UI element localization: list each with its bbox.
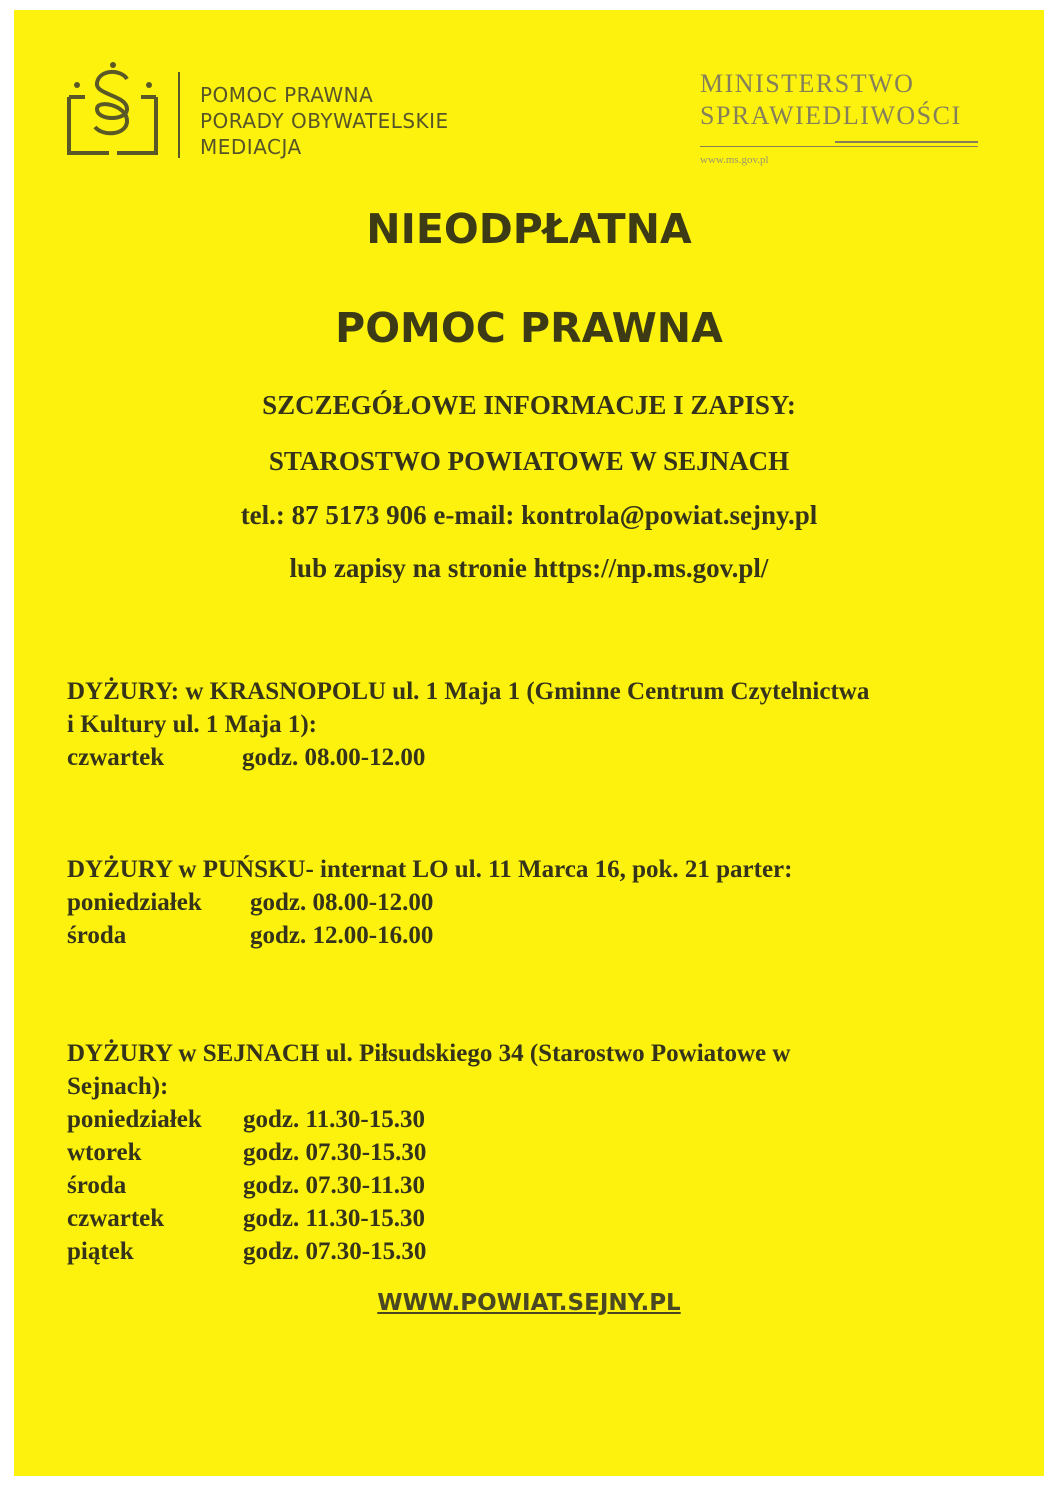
ministry-rule xyxy=(835,141,978,143)
info-office: STAROSTWO POWIATOWE W SEJNACH xyxy=(268,446,790,476)
schedule-heading-cont: i Kultury ul. 1 Maja 1): xyxy=(67,711,317,738)
program-line-3: MEDIACJA xyxy=(200,135,302,159)
program-line-1: POMOC PRAWNA xyxy=(200,83,374,107)
schedule-row xyxy=(67,1202,967,1235)
schedule-day: środa xyxy=(67,1172,127,1199)
schedule-day: poniedziałek xyxy=(67,1106,202,1133)
schedule-day: czwartek xyxy=(67,1205,165,1232)
schedule-hours: godz. 08.00-12.00 xyxy=(242,744,426,771)
schedule-hours: godz. 11.30-15.30 xyxy=(243,1205,425,1232)
program-name xyxy=(200,82,449,160)
title-line-1: NIEODPŁATNA xyxy=(366,205,692,253)
schedule-hours: godz. 07.30-11.30 xyxy=(243,1172,425,1199)
program-line-2: PORADY OBYWATELSKIE xyxy=(200,109,449,133)
schedule-sejny xyxy=(67,1037,967,1268)
schedule-heading-cont: Sejnach): xyxy=(67,1073,169,1100)
schedule-day: poniedziałek xyxy=(67,889,202,916)
schedule-row xyxy=(67,1169,967,1202)
schedule-row xyxy=(67,919,967,952)
schedule-punsk xyxy=(67,853,967,952)
schedule-hours: godz. 12.00-16.00 xyxy=(250,922,434,949)
schedule-day: wtorek xyxy=(67,1139,142,1166)
schedule-krasnopol xyxy=(67,675,967,774)
ministry-line-1: MINISTERSTWO xyxy=(700,69,915,98)
ministry-url: www.ms.gov.pl xyxy=(700,154,769,166)
schedule-day: środa xyxy=(67,922,127,949)
info-contact: tel.: 87 5173 906 e-mail: kontrola@powiat.sejny.pl xyxy=(240,500,818,530)
schedule-row xyxy=(67,1103,967,1136)
schedule-heading: DYŻURY w PUŃSKU- internat LO ul. 11 Marca 16, pok. 21 parter: xyxy=(67,856,793,883)
logo-divider xyxy=(178,72,180,158)
ministry-line-2: SPRAWIEDLIWOŚCI xyxy=(700,101,962,130)
schedule-hours: godz. 08.00-12.00 xyxy=(250,889,434,916)
ministry-rule-thin xyxy=(700,146,978,147)
schedule-hours: godz. 11.30-15.30 xyxy=(243,1106,425,1133)
section-sign-book-icon xyxy=(55,55,170,167)
title-line-2: POMOC PRAWNA xyxy=(335,304,723,352)
schedule-row xyxy=(67,886,967,919)
info-heading: SZCZEGÓŁOWE INFORMACJE I ZAPISY: xyxy=(262,390,796,420)
ministry-logo xyxy=(700,68,962,166)
schedule-day: czwartek xyxy=(67,744,165,771)
website-link[interactable]: WWW.POWIAT.SEJNY.PL xyxy=(377,1290,681,1316)
schedule-heading: DYŻURY w SEJNACH ul. Piłsudskiego 34 (Starostwo Powiatowe w xyxy=(67,1040,791,1067)
schedule-hours: godz. 07.30-15.30 xyxy=(243,1139,427,1166)
schedule-row xyxy=(67,1235,967,1268)
schedule-day: piątek xyxy=(67,1238,134,1265)
schedule-row xyxy=(67,741,967,774)
schedule-row xyxy=(67,1136,967,1169)
schedule-heading: DYŻURY: w KRASNOPOLU ul. 1 Maja 1 (Gminne Centrum Czytelnictwa xyxy=(67,678,870,705)
info-online-signup: lub zapisy na stronie https://np.ms.gov.pl/ xyxy=(289,553,769,583)
schedule-hours: godz. 07.30-15.30 xyxy=(243,1238,427,1265)
